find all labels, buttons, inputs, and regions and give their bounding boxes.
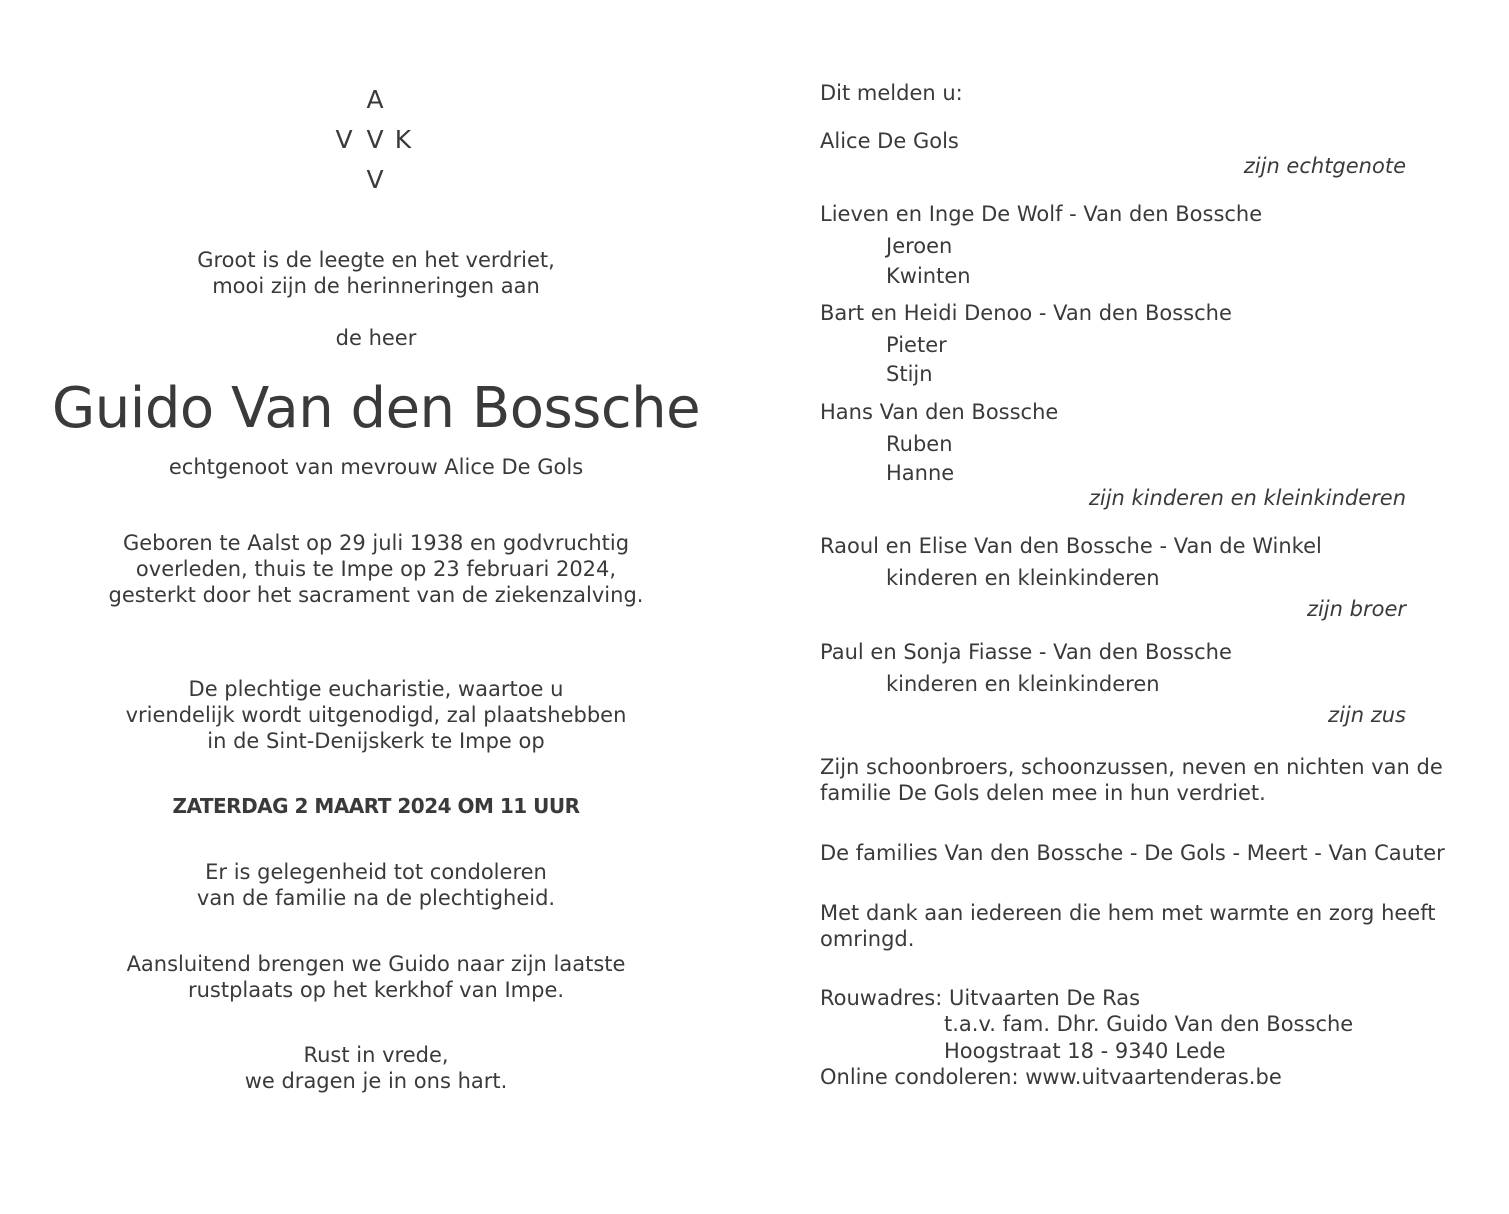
birth-line-1: Geboren te Aalst op 29 juli 1938 en godvruchtig bbox=[122, 531, 630, 555]
child-1-family: Lieven en Inge De Wolf - Van den Bossche bbox=[820, 202, 1263, 226]
birth-line-3: gesterkt door het sacrament van de ziekenzalving. bbox=[108, 583, 644, 607]
condolence-line-2: van de familie na de plechtigheid. bbox=[196, 886, 556, 910]
thanks-line-1: Met dank aan iedereen die hem met warmte en zorg heeft bbox=[820, 901, 1436, 925]
verse-line-2: mooi zijn de herinneringen aan bbox=[212, 274, 540, 298]
inlaws-line-1: Zijn schoonbroers, schoonzussen, neven en nichten van de bbox=[820, 755, 1443, 779]
sister-descendants: kinderen en kleinkinderen bbox=[886, 672, 1160, 696]
cross-center-letter: V bbox=[366, 125, 384, 154]
inlaws-line-2: familie De Gols delen mee in hun verdriet. bbox=[820, 781, 1266, 805]
child-2-family: Bart en Heidi Denoo - Van den Bossche bbox=[820, 301, 1232, 325]
service-line-2: vriendelijk wordt uitgenodigd, zal plaatshebben bbox=[125, 703, 627, 727]
cross-left-letter: V bbox=[335, 125, 353, 154]
wife-name: Alice De Gols bbox=[820, 129, 959, 153]
grandchild: Pieter bbox=[886, 333, 947, 357]
grandchild: Stijn bbox=[886, 362, 933, 386]
wife-relation: zijn echtgenote bbox=[1243, 154, 1406, 178]
cross-top-letter: A bbox=[366, 85, 384, 114]
online-condolence-link[interactable]: Online condoleren: www.uitvaartenderas.be bbox=[820, 1065, 1282, 1089]
service-line-3: in de Sint-Denijskerk te Impe op bbox=[207, 729, 545, 753]
cross-bottom-letter: V bbox=[366, 165, 384, 194]
child-3-family: Hans Van den Bossche bbox=[820, 400, 1059, 424]
address-label: Rouwadres: Uitvaarten De Ras bbox=[820, 986, 1141, 1010]
birth-line-2: overleden, thuis te Impe op 23 februari 2024, bbox=[135, 557, 617, 581]
sister-family: Paul en Sonja Fiasse - Van den Bossche bbox=[820, 640, 1232, 664]
thanks-line-2: omringd. bbox=[820, 927, 915, 951]
address-line: Hoogstraat 18 - 9340 Lede bbox=[944, 1039, 1226, 1063]
cross-right-letter: K bbox=[394, 125, 412, 154]
intro-line: Dit melden u: bbox=[820, 81, 963, 105]
burial-line-2: rustplaats op het kerkhof van Impe. bbox=[187, 978, 565, 1002]
brother-descendants: kinderen en kleinkinderen bbox=[886, 566, 1160, 590]
service-line-1: De plechtige eucharistie, waartoe u bbox=[188, 677, 564, 701]
spouse-line: echtgenoot van mevrouw Alice De Gols bbox=[168, 455, 584, 479]
closing-line-1: Rust in vrede, bbox=[303, 1043, 449, 1067]
brother-relation: zijn broer bbox=[1306, 597, 1406, 621]
condolence-line-1: Er is gelegenheid tot condoleren bbox=[205, 860, 547, 884]
deceased-name: Guido Van den Bossche bbox=[51, 376, 701, 441]
grandchild: Ruben bbox=[886, 432, 953, 456]
closing-line-2: we dragen je in ons hart. bbox=[244, 1069, 508, 1093]
families-line: De families Van den Bossche - De Gols - Meert - Van Cauter bbox=[820, 841, 1445, 865]
service-date: ZATERDAG 2 MAART 2024 OM 11 UUR bbox=[172, 794, 580, 818]
grandchild: Hanne bbox=[886, 461, 955, 485]
brother-family: Raoul en Elise Van den Bossche - Van de Winkel bbox=[820, 534, 1322, 558]
grandchild: Kwinten bbox=[886, 264, 971, 288]
sister-relation: zijn zus bbox=[1328, 703, 1406, 727]
title-label: de heer bbox=[335, 326, 417, 350]
verse-line-1: Groot is de leegte en het verdriet, bbox=[197, 248, 555, 272]
children-relation: zijn kinderen en kleinkinderen bbox=[1088, 486, 1406, 510]
address-line: t.a.v. fam. Dhr. Guido Van den Bossche bbox=[944, 1012, 1354, 1036]
burial-line-1: Aansluitend brengen we Guido naar zijn laatste bbox=[126, 952, 626, 976]
grandchild: Jeroen bbox=[886, 234, 953, 258]
